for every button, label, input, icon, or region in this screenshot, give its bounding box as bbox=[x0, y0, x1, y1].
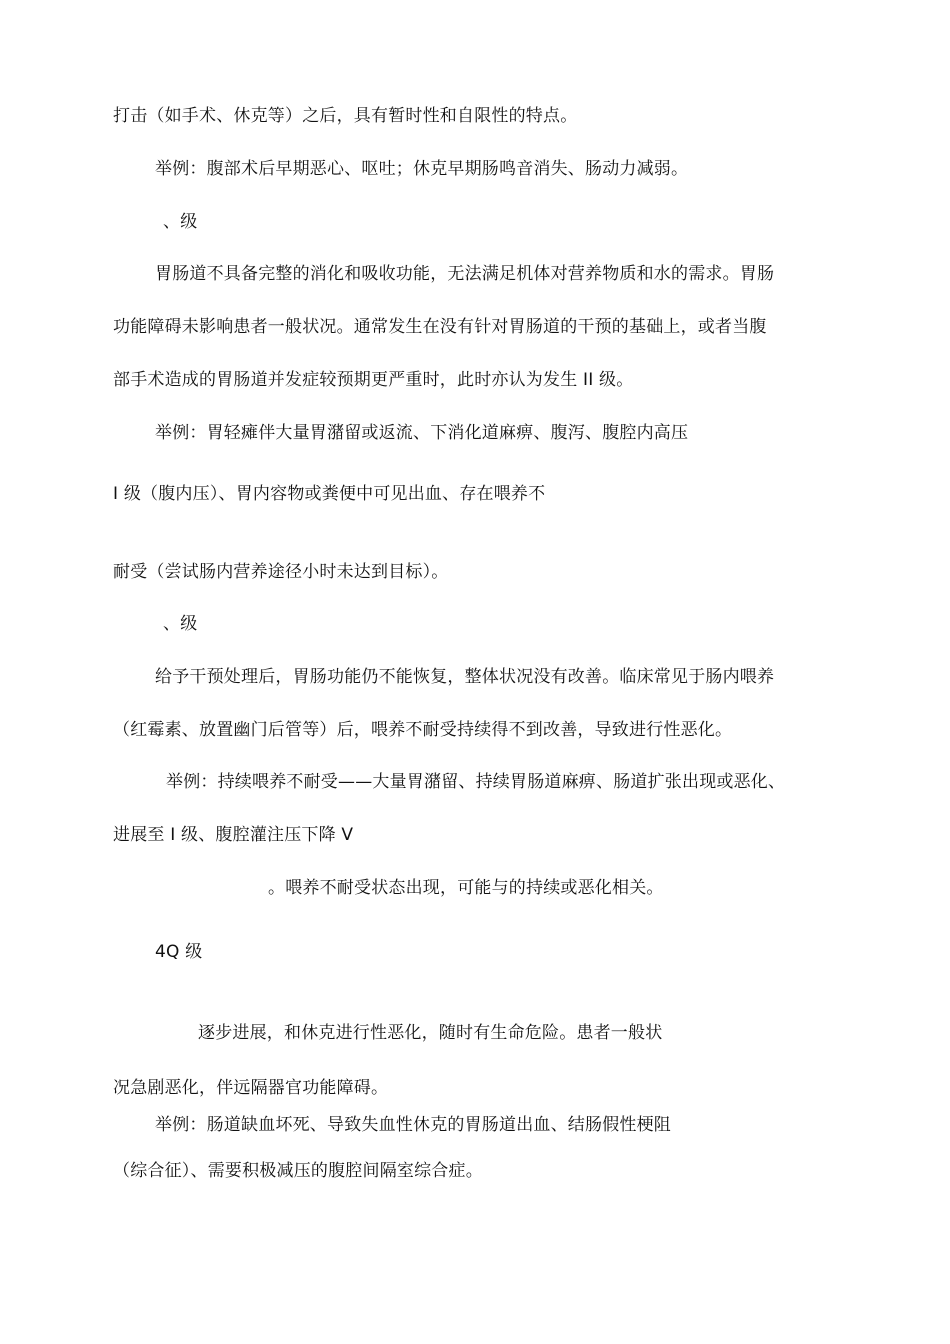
text-line: 进展至 I 级、腹腔灌注压下降 V bbox=[113, 825, 354, 845]
text-line: 打击（如手术、休克等）之后，具有暂时性和自限性的特点。 bbox=[113, 106, 578, 126]
text-line: （红霉素、放置幽门后管等）后，喂养不耐受持续得不到改善，导致进行性恶化。 bbox=[113, 720, 733, 740]
text-line: 部手术造成的胃肠道并发症较预期更严重时，此时亦认为发生 II 级。 bbox=[113, 370, 634, 390]
text-line: 况急剧恶化，伴远隔器官功能障碍。 bbox=[113, 1078, 389, 1098]
grade-heading: 、级 bbox=[163, 614, 198, 634]
text-line: I 级（腹内压）、胃内容物或粪便中可见出血、存在喂养不 bbox=[113, 484, 546, 504]
grade-heading: 4Q 级 bbox=[155, 942, 203, 962]
example-line: 举例：胃轻瘫伴大量胃潴留或返流、下消化道麻痹、腹泻、腹腔内高压 bbox=[155, 423, 689, 443]
example-line: 举例：持续喂养不耐受——大量胃潴留、持续胃肠道麻痹、肠道扩张出现或恶化、 bbox=[166, 772, 786, 792]
example-line: 举例：肠道缺血坏死、导致失血性休克的胃肠道出血、结肠假性梗阻 bbox=[155, 1115, 671, 1135]
grade-heading: 、级 bbox=[163, 212, 198, 232]
example-line: 举例：腹部术后早期恶心、呕吐；休克早期肠鸣音消失、肠动力减弱。 bbox=[155, 159, 689, 179]
text-line: 逐步进展，和休克进行性恶化，随时有生命危险。患者一般状 bbox=[198, 1023, 663, 1043]
text-line: 胃肠道不具备完整的消化和吸收功能，无法满足机体对营养物质和水的需求。胃肠 bbox=[155, 264, 775, 284]
text-line: 给予干预处理后，胃肠功能仍不能恢复，整体状况没有改善。临床常见于肠内喂养 bbox=[155, 667, 775, 687]
text-line: 耐受（尝试肠内营养途径小时未达到目标）。 bbox=[113, 562, 449, 582]
text-line: 功能障碍未影响患者一般状况。通常发生在没有针对胃肠道的干预的基础上，或者当腹 bbox=[113, 317, 767, 337]
text-line: （综合征）、需要积极减压的腹腔间隔室综合症。 bbox=[113, 1161, 483, 1181]
text-line: 。喂养不耐受状态出现，可能与的持续或恶化相关。 bbox=[268, 878, 664, 898]
